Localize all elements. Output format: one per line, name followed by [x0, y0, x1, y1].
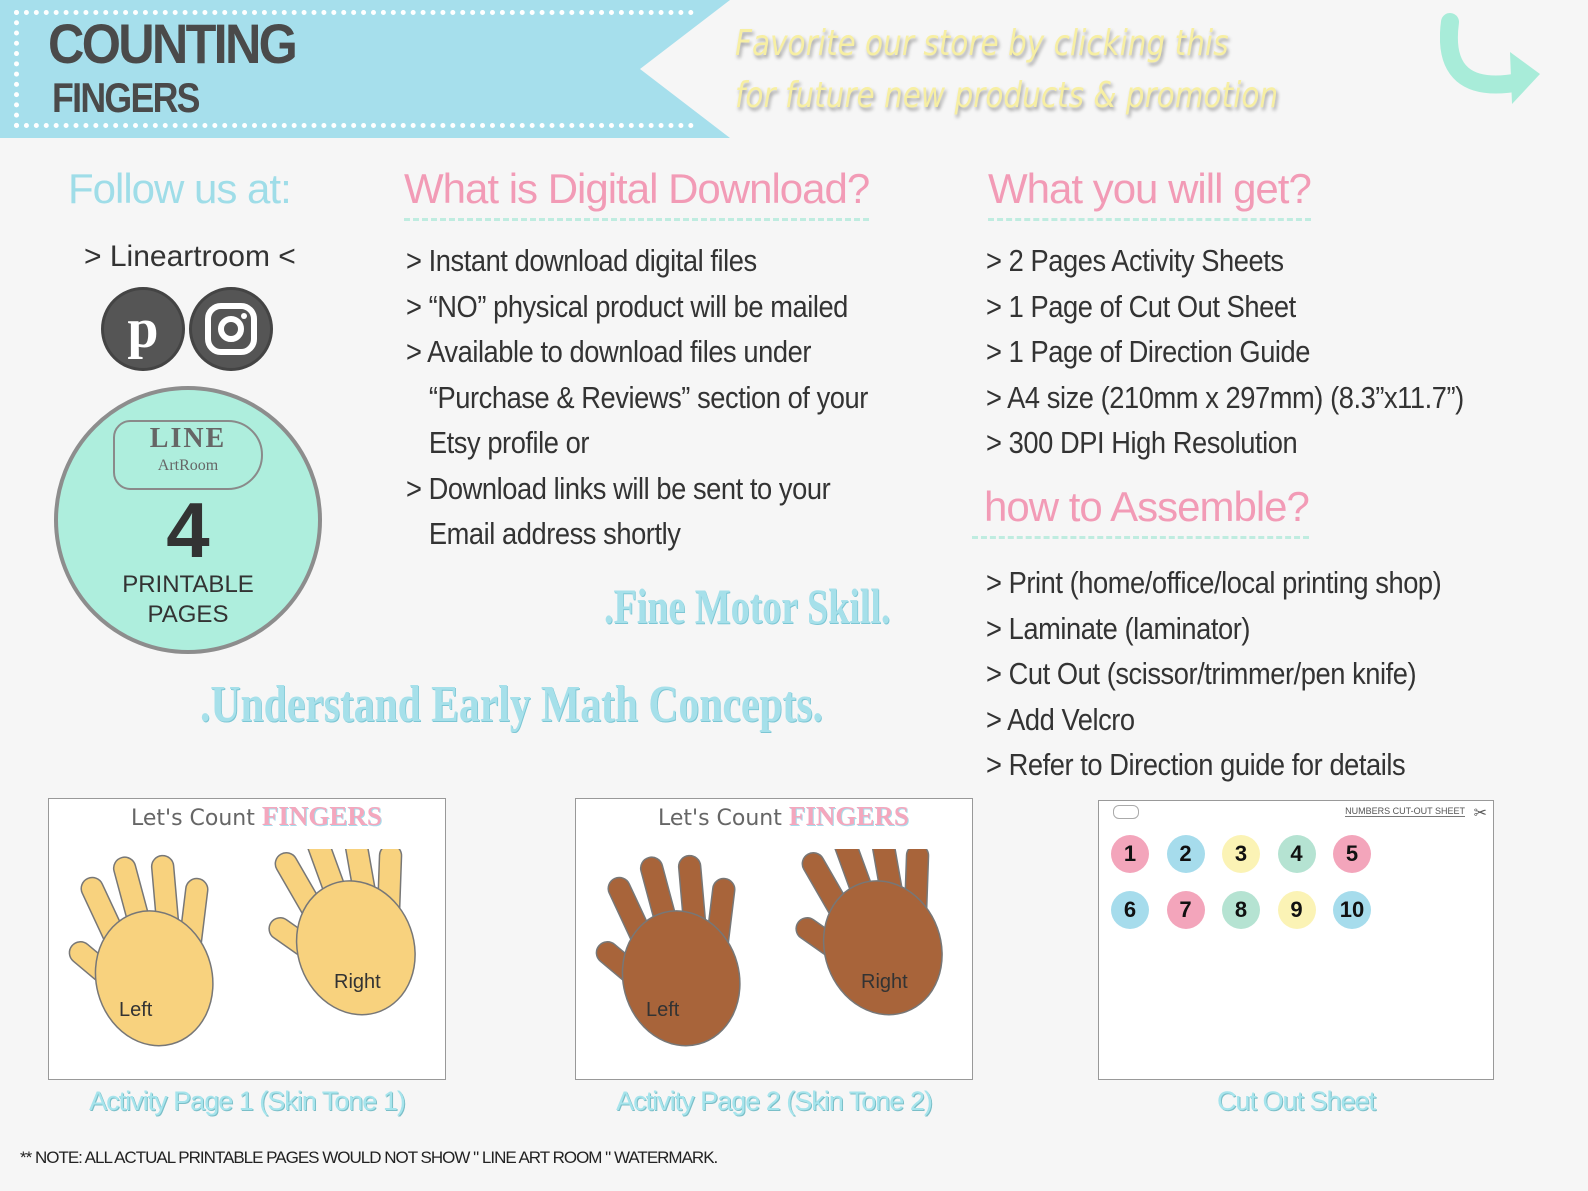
printable-pages-badge	[54, 386, 322, 654]
preview-title-accent: FINGERS	[261, 801, 382, 831]
list-item: > “NO” physical product will be mailed	[406, 288, 848, 324]
title-line2: FINGERS	[52, 74, 199, 121]
badge-label2: PAGES	[147, 601, 229, 628]
activity-page-preview[interactable]	[575, 798, 973, 1080]
list-item: > Available to download files under	[406, 334, 811, 369]
cutout-caption: Cut Out Sheet	[1216, 1086, 1376, 1116]
number-circle: 7	[1167, 891, 1205, 929]
logo-artroom: ArtRoom	[157, 457, 219, 474]
list-item: > 1 Page of Cut Out Sheet	[986, 288, 1296, 324]
skill-fine-motor: .Fine Motor Skill.	[604, 578, 891, 634]
list-item: Email address shortly	[428, 516, 681, 551]
preview-title: Let's Count	[131, 806, 255, 831]
list-item: > Refer to Direction guide for details	[986, 747, 1406, 782]
lineartroom-logo	[113, 420, 263, 490]
digital-list	[406, 238, 868, 557]
page-count: 4	[166, 486, 210, 574]
activity-page-preview[interactable]	[48, 798, 446, 1080]
assemble-heading: how to Assemble?	[972, 482, 1309, 539]
hands-illustration	[59, 849, 439, 1079]
list-item: > 1 Page of Direction Guide	[986, 334, 1311, 369]
right-hand-label: Right	[334, 971, 381, 993]
instagram-icon[interactable]	[189, 287, 273, 371]
number-circle: 5	[1333, 835, 1371, 873]
right-hand	[238, 849, 439, 1039]
list-item: “Purchase & Reviews” section of your	[428, 379, 868, 415]
get-heading: What you will get?	[988, 164, 1311, 221]
cutout-sheet-preview[interactable]	[1098, 800, 1494, 1080]
watermark-note: ** NOTE: ALL ACTUAL PRINTABLE PAGES WOULD NOT SHOW " LINE ART ROOM " WATERMARK.	[20, 1148, 718, 1167]
number-circle: 6	[1111, 891, 1149, 929]
get-list	[986, 238, 1464, 466]
preview-caption: Activity Page 2 (Skin Tone 2)	[616, 1086, 932, 1116]
cutout-header: NUMBERS CUT-OUT SHEET	[1345, 806, 1465, 816]
number-circle: 9	[1278, 891, 1316, 929]
list-item: > 300 DPI High Resolution	[986, 425, 1298, 460]
hands-illustration	[586, 849, 966, 1079]
scissors-icon: ✂	[1473, 805, 1487, 822]
list-item: > Download links will be sent to your	[406, 470, 831, 506]
preview-caption: Activity Page 1 (Skin Tone 1)	[89, 1086, 405, 1116]
number-circle: 3	[1222, 835, 1260, 873]
pinterest-icon[interactable]	[101, 287, 185, 371]
list-item: > Laminate (laminator)	[986, 610, 1250, 646]
curved-arrow-icon	[1440, 12, 1550, 112]
list-item: > Instant download digital files	[406, 243, 757, 278]
lineartroom-logo-small	[1113, 805, 1139, 819]
list-item: > 2 Pages Activity Sheets	[986, 243, 1284, 278]
svg-text:p: p	[127, 299, 159, 359]
list-item: > A4 size (210mm x 297mm) (8.3”x11.7”)	[986, 379, 1464, 415]
list-item: > Print (home/office/local printing shop)	[986, 565, 1442, 600]
assemble-list	[986, 560, 1441, 788]
left-hand	[586, 849, 775, 1065]
left-hand-label: Left	[646, 999, 680, 1021]
favorite-line2: for future new products & promotion	[735, 75, 1279, 116]
store-handle[interactable]: > Lineartroom <	[84, 240, 296, 273]
preview-title: Let's Count	[658, 806, 782, 831]
title-line1: COUNTING	[48, 12, 296, 75]
number-circle: 2	[1167, 835, 1205, 873]
number-circle: 4	[1278, 835, 1316, 873]
favorite-message	[735, 18, 1278, 122]
list-item: > Cut Out (scissor/trimmer/pen knife)	[986, 656, 1417, 691]
skill-early-math: .Understand Early Math Concepts.	[200, 676, 823, 733]
follow-heading: Follow us at:	[68, 165, 291, 212]
right-hand-label: Right	[861, 971, 908, 993]
badge-label1: PRINTABLE	[122, 571, 254, 598]
right-hand	[765, 849, 966, 1039]
left-hand-label: Left	[119, 999, 153, 1021]
digital-heading: What is Digital Download?	[404, 164, 869, 221]
number-circle: 10	[1333, 891, 1371, 929]
favorite-line1: Favorite our store by clicking this	[735, 23, 1229, 64]
list-item: > Add Velcro	[986, 701, 1135, 737]
number-circle: 8	[1222, 891, 1260, 929]
number-circle: 1	[1111, 835, 1149, 873]
preview-title-accent: FINGERS	[788, 801, 909, 831]
left-hand	[59, 849, 248, 1065]
logo-line: LINE	[149, 423, 227, 454]
list-item: Etsy profile or	[428, 425, 590, 460]
